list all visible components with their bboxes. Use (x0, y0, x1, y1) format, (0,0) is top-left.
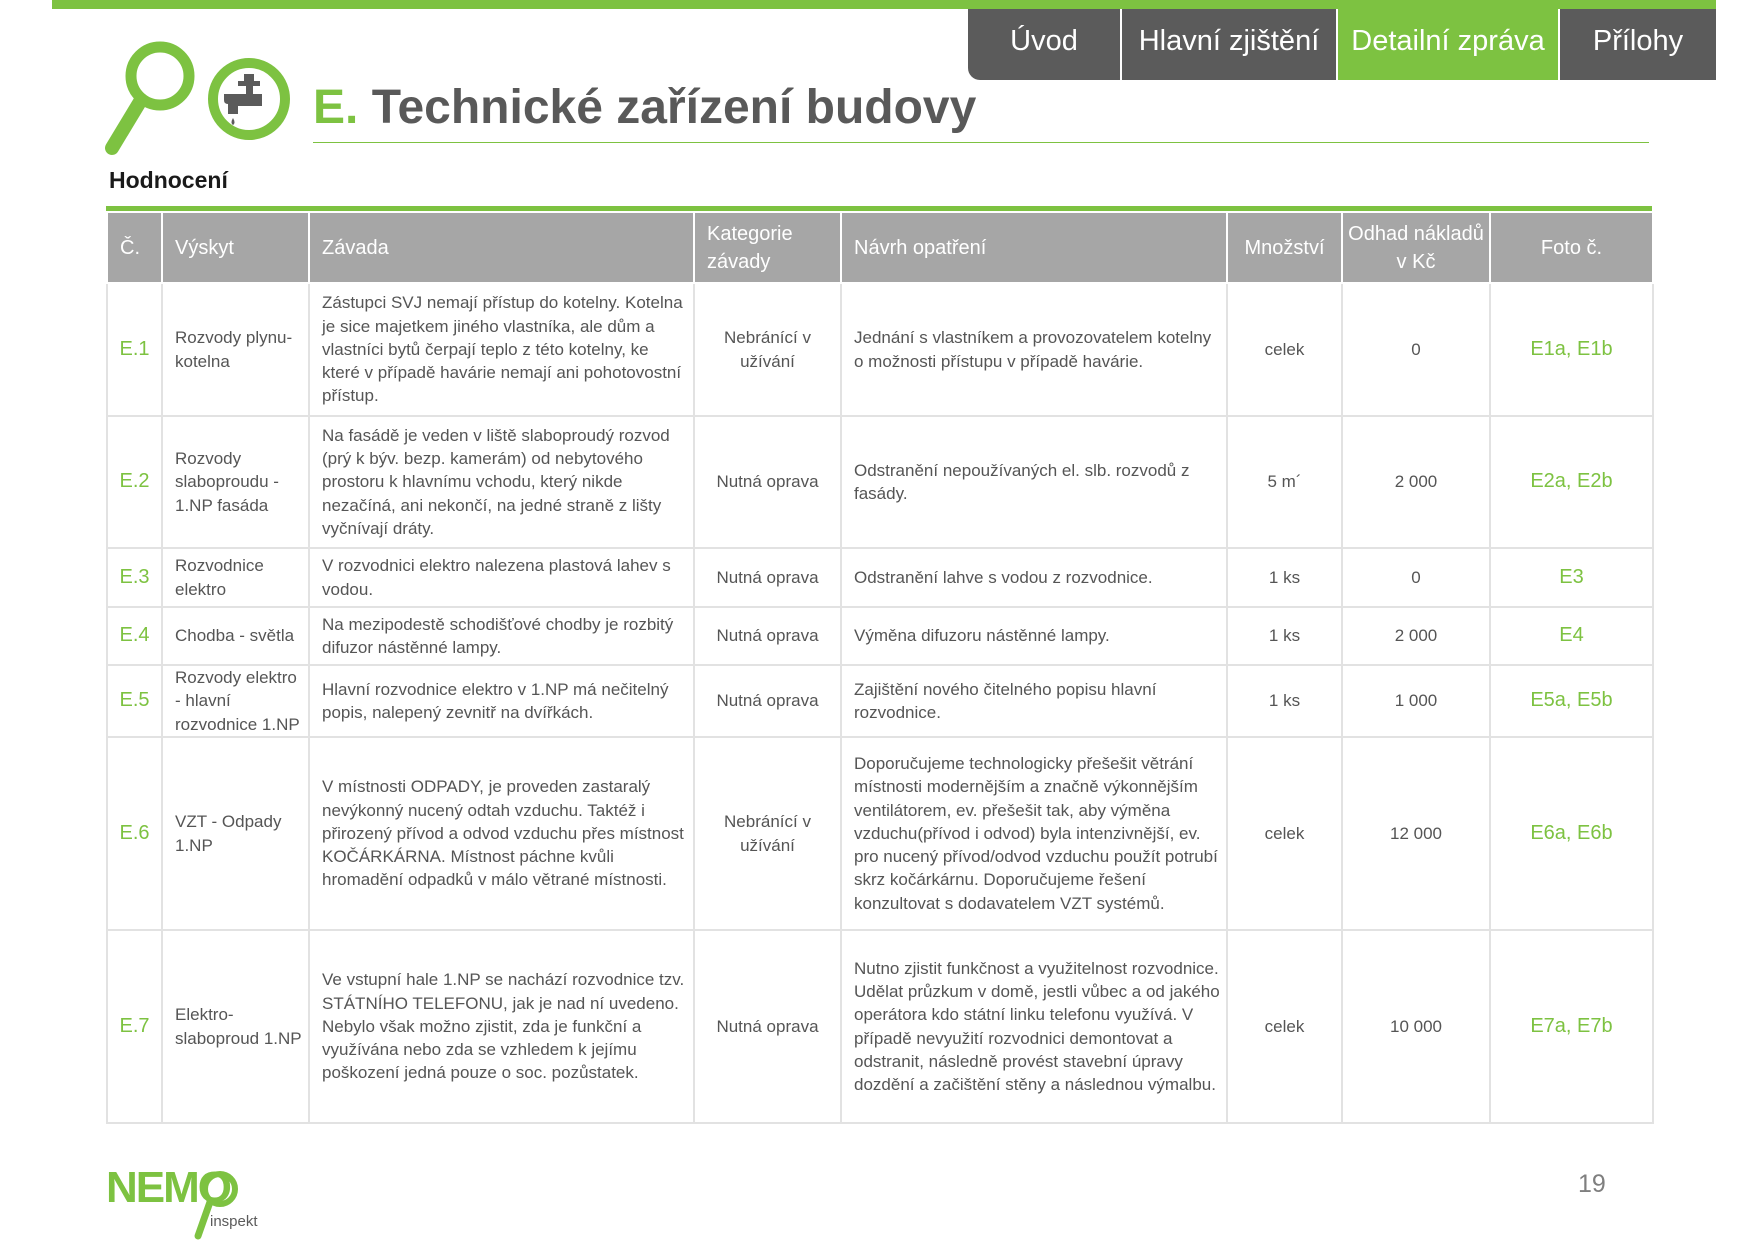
section-letter: E. (313, 81, 359, 134)
cell-mnozstvi: 1 ks (1227, 607, 1342, 665)
cell-navrh: Doporučujeme technologicky přešešit větrání místnosti modernějším a značně výkonnějším ventilátorem, ev. přešešit tak, aby výměna vzduchu(přívod i odvod) byla intenzivnější, ev. pro nucený přívod/odvod vzduchu použít potrubí skrz kočárkárnu. Doporučujeme řešení konzultovat s dodavatelem VZT systémů. (841, 737, 1227, 930)
header-zavada: Závada (309, 212, 694, 283)
header-vyskyt: Výskyt (162, 212, 309, 283)
cell-cislo: E.7 (107, 930, 162, 1123)
water-tap-icon (206, 56, 292, 142)
cell-foto: E4 (1490, 607, 1653, 665)
cell-mnozstvi: celek (1227, 930, 1342, 1123)
tab-prilohy[interactable]: Přílohy (1558, 9, 1716, 80)
cell-zavada: Zástupci SVJ nemají přístup do kotelny. Kotelna je sice majetkem jiného vlastníka, ale dům a vlastníci bytů čerpají teplo z této kotelny, ke které v případě havárie nemají ani pohotovostní přístup. (309, 283, 694, 416)
cell-kategorie: Nutná oprava (694, 665, 841, 737)
cell-foto: E7a, E7b (1490, 930, 1653, 1123)
page-number: 19 (1578, 1170, 1606, 1198)
tab-hlavni-zjisteni[interactable]: Hlavní zjištění (1120, 9, 1336, 80)
cell-vyskyt: Elektro-slaboproud 1.NP (162, 930, 309, 1123)
cell-naklady: 10 000 (1342, 930, 1490, 1123)
cell-navrh: Zajištění nového čitelného popisu hlavní rozvodnice. (841, 665, 1227, 737)
tab-uvod[interactable]: Úvod (968, 9, 1120, 80)
cell-naklady: 0 (1342, 548, 1490, 607)
cell-kategorie: Nutná oprava (694, 930, 841, 1123)
tab-detailni-zprava[interactable]: Detailní zpráva (1336, 9, 1558, 80)
cell-zavada: V místnosti ODPADY, je proveden zastaralý nevýkonný nucený odtah vzduchu. Taktéž i přirozený přívod a odvod vzduchu přes místnost KOČÁRKÁRNA. Místnost páchne kvůli hromadění odpadků v málo větrané místnosti. (309, 737, 694, 930)
cell-vyskyt: Rozvody slaboproudu - 1.NP fasáda (162, 416, 309, 548)
header-mnozstvi: Množství (1227, 212, 1342, 283)
table-row (107, 930, 1653, 1123)
cell-naklady: 2 000 (1342, 416, 1490, 548)
logo-magnifier-icon (106, 1163, 246, 1246)
main-navigation (968, 9, 1716, 80)
cell-foto: E2a, E2b (1490, 416, 1653, 548)
cell-zavada: Na fasádě je veden v liště slaboproudý rozvod (prý k býv. bezp. kamerám) od nebytového prostoru k hlavnímu vchodu, který nikde nezačíná, ani nekončí, na jedné straně z lišty vyčnívají dráty. (309, 416, 694, 548)
section-title: Technické zařízení budovy (371, 81, 977, 134)
cell-mnozstvi: 1 ks (1227, 665, 1342, 737)
title-divider (313, 142, 1649, 143)
cell-foto: E3 (1490, 548, 1653, 607)
magnifier-icon (100, 40, 200, 158)
table-row (107, 416, 1653, 548)
cell-naklady: 1 000 (1342, 665, 1490, 737)
cell-zavada: Na mezipodestě schodišťové chodby je rozbitý difuzor nástěnné lampy. (309, 607, 694, 665)
cell-naklady: 2 000 (1342, 607, 1490, 665)
table-header-row (107, 212, 1653, 283)
cell-kategorie: Nutná oprava (694, 548, 841, 607)
cell-vyskyt: Chodba - světla (162, 607, 309, 665)
cell-naklady: 0 (1342, 283, 1490, 416)
cell-navrh: Odstranění lahve s vodou z rozvodnice. (841, 548, 1227, 607)
header-navrh: Návrh opatření (841, 212, 1227, 283)
cell-foto: E6a, E6b (1490, 737, 1653, 930)
cell-navrh: Nutno zjistit funkčnost a využitelnost rozvodnice. Udělat průzkum v domě, jestli vůbec a od jakého operátora kdo státní linku telefonu využívá. V případě nevyužití rozvodnici demontovat a odstranit, následně provést stavební úpravy dozdění a začištění stěny a následnou výmalbu. (841, 930, 1227, 1123)
cell-kategorie: Nutná oprava (694, 607, 841, 665)
cell-navrh: Výměna difuzoru nástěnné lampy. (841, 607, 1227, 665)
defects-table (106, 211, 1654, 1124)
cell-vyskyt: Rozvody elektro - hlavní rozvodnice 1.NP (162, 665, 309, 737)
page-title (313, 80, 976, 135)
cell-mnozstvi: celek (1227, 737, 1342, 930)
logo-text: NEMO (106, 1163, 230, 1212)
cell-cislo: E.2 (107, 416, 162, 548)
cell-kategorie: Nebránící v užívání (694, 283, 841, 416)
cell-vyskyt: Rozvodnice elektro (162, 548, 309, 607)
cell-zavada: V rozvodnici elektro nalezena plastová lahev s vodou. (309, 548, 694, 607)
cell-mnozstvi: celek (1227, 283, 1342, 416)
cell-cislo: E.3 (107, 548, 162, 607)
cell-foto: E1a, E1b (1490, 283, 1653, 416)
cell-vyskyt: VZT - Odpady 1.NP (162, 737, 309, 930)
table-row (107, 548, 1653, 607)
header-foto: Foto č. (1490, 212, 1653, 283)
cell-zavada: Hlavní rozvodnice elektro v 1.NP má nečitelný popis, nalepený zevnitř na dvířkách. (309, 665, 694, 737)
table-row (107, 283, 1653, 416)
cell-cislo: E.6 (107, 737, 162, 930)
table-row (107, 607, 1653, 665)
cell-naklady: 12 000 (1342, 737, 1490, 930)
cell-cislo: E.4 (107, 607, 162, 665)
cell-navrh: Odstranění nepoužívaných el. slb. rozvodů z fasády. (841, 416, 1227, 548)
header-naklady: Odhad nákladů v Kč (1342, 212, 1490, 283)
header-cislo: Č. (107, 212, 162, 283)
cell-kategorie: Nutná oprava (694, 416, 841, 548)
cell-vyskyt: Rozvody plynu-kotelna (162, 283, 309, 416)
header-kategorie: Kategorie závady (694, 212, 841, 283)
cell-mnozstvi: 5 m´ (1227, 416, 1342, 548)
cell-navrh: Jednání s vlastníkem a provozovatelem kotelny o možnosti přístupu v případě havárie. (841, 283, 1227, 416)
cell-mnozstvi: 1 ks (1227, 548, 1342, 607)
cell-kategorie: Nebránící v užívání (694, 737, 841, 930)
cell-cislo: E.1 (107, 283, 162, 416)
table-row (107, 737, 1653, 930)
cell-cislo: E.5 (107, 665, 162, 737)
table-subheading: Hodnocení (109, 167, 228, 193)
logo-subtext: inspekt (210, 1213, 258, 1230)
cell-zavada: Ve vstupní hale 1.NP se nachází rozvodnice tzv. STÁTNÍHO TELEFONU, jak je nad ní uvedeno. Nebylo však možno zjistit, zda je funkční a využívána nebo zda se vzhledem k jejímu poškození jedná pouze o soc. pozůstatek. (309, 930, 694, 1123)
top-accent-bar (52, 0, 1716, 9)
cell-foto: E5a, E5b (1490, 665, 1653, 737)
table-row (107, 665, 1653, 737)
